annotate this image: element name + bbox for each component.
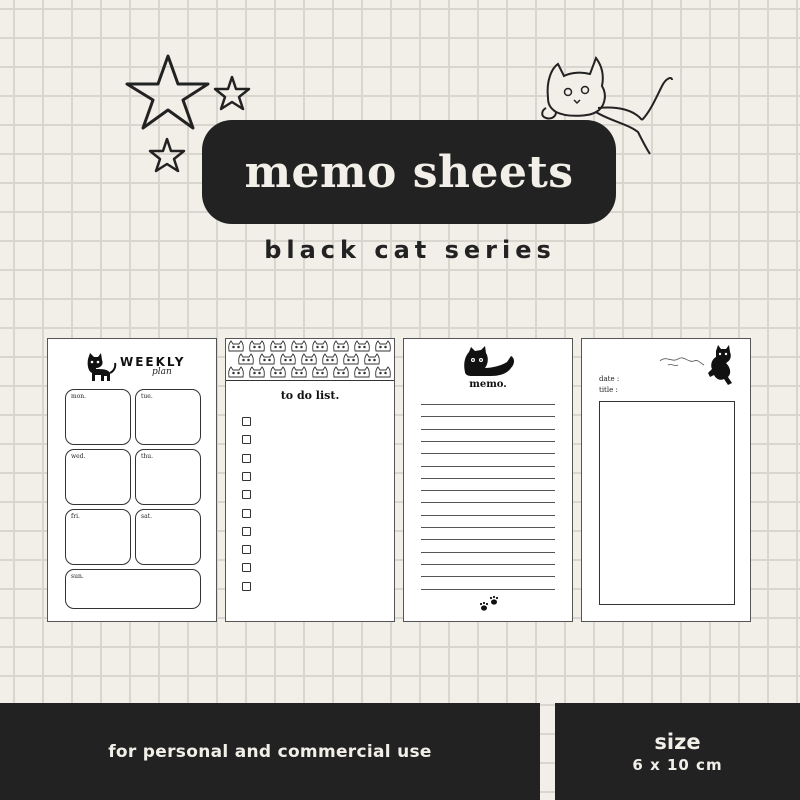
day-box-wed <box>65 449 131 505</box>
notes-box <box>599 401 735 605</box>
notes-sheet <box>581 338 751 622</box>
memo-line <box>421 453 555 454</box>
memo-line <box>421 441 555 442</box>
day-box-sat <box>135 509 201 565</box>
day-box-mon <box>65 389 131 445</box>
star-icon <box>120 50 215 135</box>
todo-checkbox <box>242 417 251 426</box>
memo-line <box>421 502 555 503</box>
todo-checkbox <box>242 563 251 572</box>
date-label: date : <box>599 375 620 383</box>
title-banner <box>202 120 616 224</box>
memo-line <box>421 429 555 430</box>
todo-list-sheet <box>225 338 395 622</box>
usage-text: for personal and commercial use <box>108 741 432 762</box>
weekly-heading: WEEKLY <box>120 355 186 369</box>
memo-line <box>421 527 555 528</box>
memo-line <box>421 490 555 491</box>
day-label: thu. <box>141 453 154 460</box>
memo-line <box>421 404 555 405</box>
todo-checkbox <box>242 582 251 591</box>
todo-checkbox <box>242 454 251 463</box>
cat-faces-pattern <box>226 339 394 381</box>
page-subtitle: black cat series <box>264 236 556 264</box>
day-label: wed. <box>71 453 86 460</box>
usage-banner <box>0 703 540 800</box>
day-label: mon. <box>71 393 87 400</box>
memo-line <box>421 552 555 553</box>
memo-line <box>421 515 555 516</box>
day-box-sun <box>65 569 201 609</box>
todo-checkbox <box>242 509 251 518</box>
memo-line <box>421 416 555 417</box>
memo-sheet <box>403 338 573 622</box>
paw-prints-icon <box>478 595 502 613</box>
day-label: tue. <box>141 393 153 400</box>
size-value: 6 x 10 cm <box>632 755 723 774</box>
black-cat-icon <box>658 343 738 391</box>
weekly-plan-sheet <box>47 338 217 622</box>
memo-line <box>421 589 555 590</box>
title-label: title : <box>599 386 618 394</box>
memo-line <box>421 478 555 479</box>
todo-heading: to do list. <box>280 389 340 402</box>
memo-line <box>421 539 555 540</box>
star-icon <box>147 136 187 174</box>
memo-line <box>421 576 555 577</box>
black-cat-icon <box>461 346 517 380</box>
todo-checkbox <box>242 527 251 536</box>
page-title: memo sheets <box>244 146 574 198</box>
day-box-fri <box>65 509 131 565</box>
day-label: sun. <box>71 573 84 580</box>
memo-line <box>421 466 555 467</box>
day-label: fri. <box>71 513 80 520</box>
size-label: size <box>654 729 701 754</box>
black-cat-icon <box>82 351 118 383</box>
todo-checkbox <box>242 490 251 499</box>
memo-heading: memo. <box>469 379 507 390</box>
day-label: sat. <box>141 513 152 520</box>
day-box-tue <box>135 389 201 445</box>
todo-checkbox <box>242 545 251 554</box>
day-box-thu <box>135 449 201 505</box>
todo-checkbox <box>242 472 251 481</box>
size-banner <box>555 703 800 800</box>
weekly-script-word: plan <box>152 367 172 377</box>
memo-line <box>421 564 555 565</box>
todo-checkbox <box>242 435 251 444</box>
star-icon <box>212 74 252 112</box>
